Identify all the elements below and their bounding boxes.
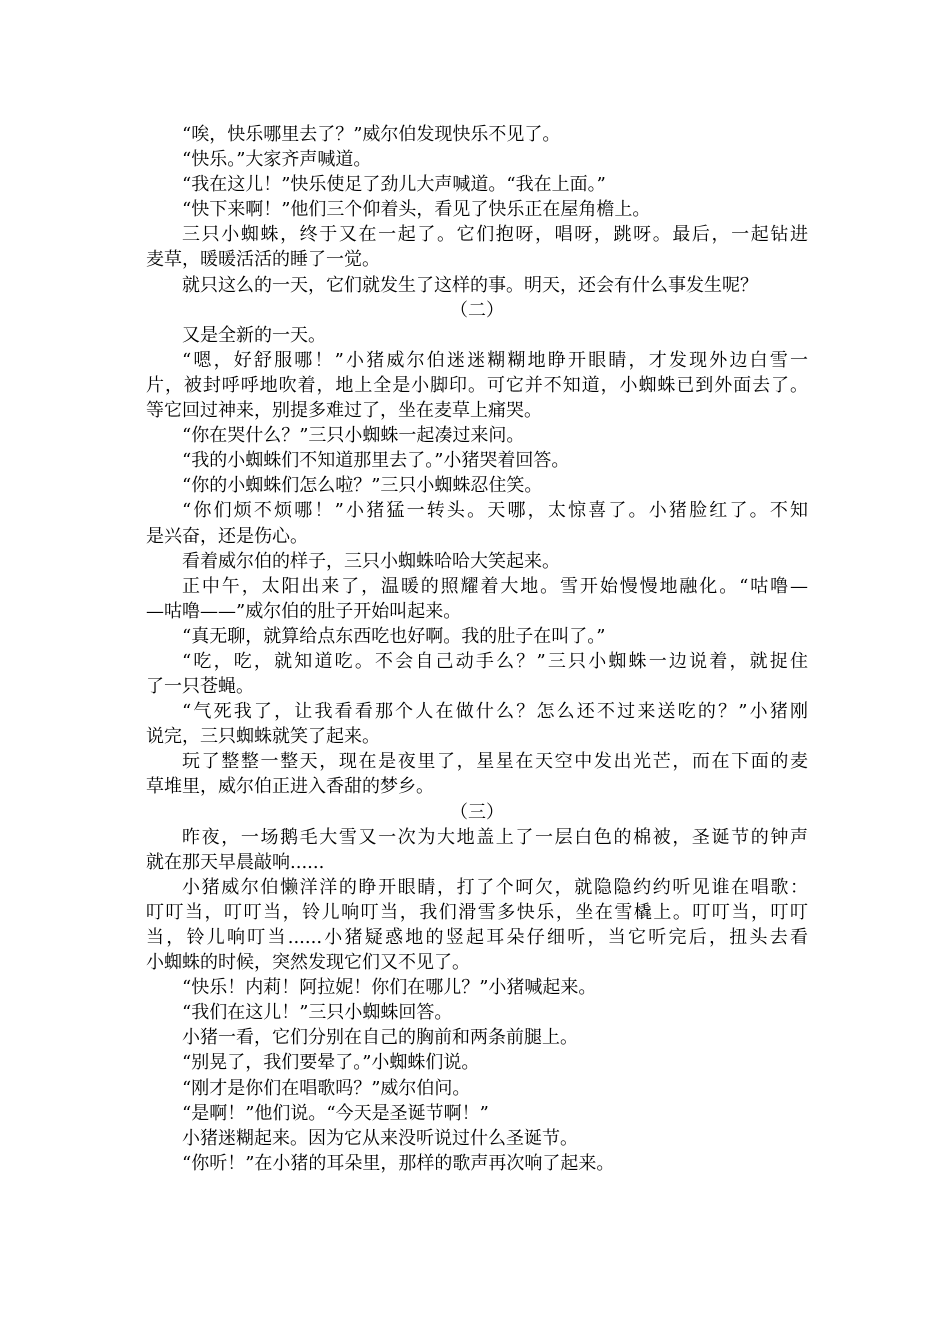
paragraph-line: “快乐。”大家齐声喊道。	[182, 149, 372, 171]
paragraph-line: “嗯，好舒服哪！”小猪威尔伯迷迷糊糊地睁开眼睛，才发现外边白雪一	[182, 349, 808, 371]
document-body	[146, 122, 808, 1176]
paragraph-line: 了一只苍蝇。	[146, 676, 254, 698]
paragraph-line: 等它回过神来，别提多难过了，坐在麦草上痛哭。	[146, 400, 542, 422]
paragraph-line: “我们在这儿！”三只小蜘蛛回答。	[182, 1002, 453, 1024]
paragraph-line: “你听！”在小猪的耳朵里，那样的歌声再次响了起来。	[182, 1152, 615, 1174]
paragraph-line: 又是全新的一天。	[182, 324, 326, 346]
section-heading: （二）	[450, 299, 504, 321]
section-heading: （三）	[450, 801, 504, 823]
paragraph-line: “别晃了，我们要晕了。”小蜘蛛们说。	[182, 1052, 480, 1074]
paragraph-line: 三只小蜘蛛，终于又在一起了。它们抱呀，唱呀，跳呀。最后，一起钻进	[182, 224, 808, 246]
paragraph-line: 昨夜，一场鹅毛大雪又一次为大地盖上了一层白色的棉被，圣诞节的钟声	[182, 826, 808, 848]
paragraph-line: “快下来啊！”他们三个仰着头，看见了快乐正在屋角檐上。	[182, 199, 651, 221]
paragraph-line: 麦草，暖暖活活的睡了一觉。	[146, 249, 380, 271]
paragraph-line: 小猪一看，它们分别在自己的胸前和两条前腿上。	[182, 1027, 578, 1049]
paragraph-line: 叮叮当，叮叮当，铃儿响叮当，我们滑雪多快乐，坐在雪橇上。叮叮当，叮叮	[146, 901, 808, 923]
paragraph-line: “吃，吃，就知道吃。不会自己动手么？”三只小蜘蛛一边说着，就捉住	[182, 650, 808, 672]
paragraph-line: “是啊！”他们说。“今天是圣诞节啊！”	[182, 1102, 489, 1124]
paragraph-line: “唉，快乐哪里去了？”威尔伯发现快乐不见了。	[182, 124, 561, 145]
paragraph-line: “我的小蜘蛛们不知道那里去了。”小猪哭着回答。	[182, 450, 570, 472]
paragraph-line: 片，被封呼呼地吹着，地上全是小脚印。可它并不知道，小蜘蛛已到外面去了。	[146, 374, 808, 396]
paragraph-line: —咕噜——”威尔伯的肚子开始叫起来。	[146, 600, 462, 622]
paragraph-line: “我在这儿！”快乐使足了劲儿大声喊道。“我在上面。”	[182, 174, 606, 196]
paragraph-line: “你们烦不烦哪！”小猪猛一转头。天哪，太惊喜了。小猪脸红了。不知	[182, 500, 808, 522]
paragraph-line: 就只这么的一天，它们就发生了这样的事。明天，还会有什么事发生呢？	[182, 274, 758, 296]
paragraph-line: 小猪威尔伯懒洋洋的睁开眼睛，打了个呵欠，就隐隐约约听见谁在唱歌：	[182, 876, 808, 898]
paragraph-line: “你在哭什么？”三只小蜘蛛一起凑过来问。	[182, 425, 525, 447]
paragraph-line: 正中午，太阳出来了，温暖的照耀着大地。雪开始慢慢地融化。“咕噜—	[182, 575, 808, 597]
paragraph-line: 当，铃儿响叮当......小猪疑惑地的竖起耳朵仔细听，当它听完后，扭头去看	[146, 927, 808, 948]
paragraph-line: “快乐！内莉！阿拉妮！你们在哪儿？”小猪喊起来。	[182, 977, 597, 999]
paragraph-line: “刚才是你们在唱歌吗？”威尔伯问。	[182, 1077, 471, 1099]
paragraph-line: 是兴奋，还是伤心。	[146, 525, 308, 547]
paragraph-line: “你的小蜘蛛们怎么啦？”三只小蜘蛛忍住笑。	[182, 475, 543, 497]
paragraph-line: “真无聊，就算给点东西吃也好啊。我的肚子在叫了。”	[182, 625, 606, 647]
paragraph-line: 小猪迷糊起来。因为它从来没听说过什么圣诞节。	[182, 1127, 578, 1149]
paragraph-line: 草堆里，威尔伯正进入香甜的梦乡。	[146, 776, 434, 798]
paragraph-line: 说完，三只蜘蛛就笑了起来。	[146, 726, 380, 748]
paragraph-line: 玩了整整一整天，现在是夜里了，星星在天空中发出光芒，而在下面的麦	[182, 751, 808, 773]
paragraph-line: 小蜘蛛的时候，突然发现它们又不见了。	[146, 952, 470, 974]
paragraph-line: 看着威尔伯的样子，三只小蜘蛛哈哈大笑起来。	[182, 550, 560, 572]
paragraph-line: “气死我了，让我看看那个人在做什么？怎么还不过来送吃的？”小猪刚	[182, 701, 808, 723]
paragraph-line: 就在那天早晨敲响......	[146, 851, 325, 873]
